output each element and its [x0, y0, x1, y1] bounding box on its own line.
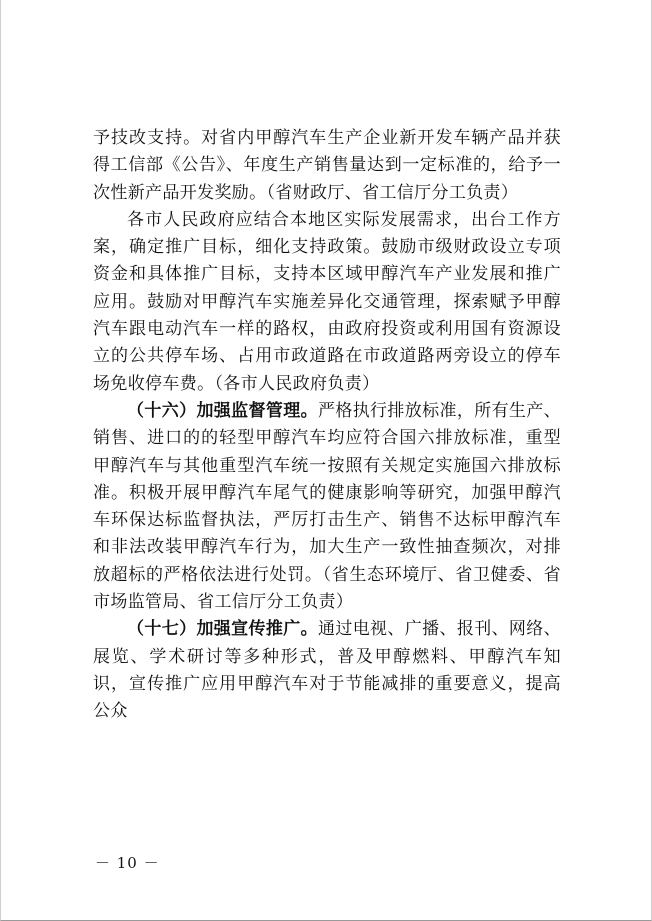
section-heading-16: （十六）加强监督管理。: [127, 400, 318, 421]
section-heading-17: （十七）加强宣传推广。: [127, 619, 318, 640]
paragraph-2: [93, 207, 561, 398]
page-number: － 10 －: [95, 854, 160, 872]
paragraph-3: [93, 398, 561, 616]
paragraph-4-text: 通过电视、广播、报刊、网络、展览、学术研讨等多种形式，普及甲醇燃料、甲醇汽车知识，宣传推广应用甲醇汽车对于节能减排的重要意义，提高公众: [93, 619, 561, 722]
paragraph-1-text: 予技改支持。对省内甲醇汽车生产企业新开发车辆产品并获得工信部《公告》、年度生产销售量达到一定标准的，给予一次性新产品开发奖励。（省财政厅、省工信厅分工负责）: [93, 128, 561, 203]
paragraph-2-text: 各市人民政府应结合本地区实际发展需求，出台工作方案，确定推广目标，细化支持政策。鼓励市级财政设立专项资金和具体推广目标，支持本区域甲醇汽车产业发展和推广应用。鼓励对甲醇汽车实施差异化交通管理，探索赋予甲醇汽车跟电动汽车一样的路权，由政府投资或利用国有资源设立的公共停车场、占用市政道路在市政道路两旁设立的停车场免收停车费。（各市人民政府负责）: [93, 209, 561, 394]
document-body: [93, 125, 561, 726]
paragraph-4: [93, 616, 561, 725]
paragraph-3-text: 严格执行排放标准，所有生产、销售、进口的的轻型甲醇汽车均应符合国六排放标准，重型甲醇汽车与其他重型汽车统一按照有关规定实施国六排放标准。积极开展甲醇汽车尾气的健康影响等研究，加强甲醇汽车环保达标监督执法，严厉打击生产、销售不达标甲醇汽车和非法改装甲醇汽车行为，加大生产一致性抽查频次，对排放超标的严格依法进行处罚。（省生态环境厅、省卫健委、省市场监管局、省工信厅分工负责）: [93, 400, 561, 613]
paragraph-1: [93, 125, 561, 207]
